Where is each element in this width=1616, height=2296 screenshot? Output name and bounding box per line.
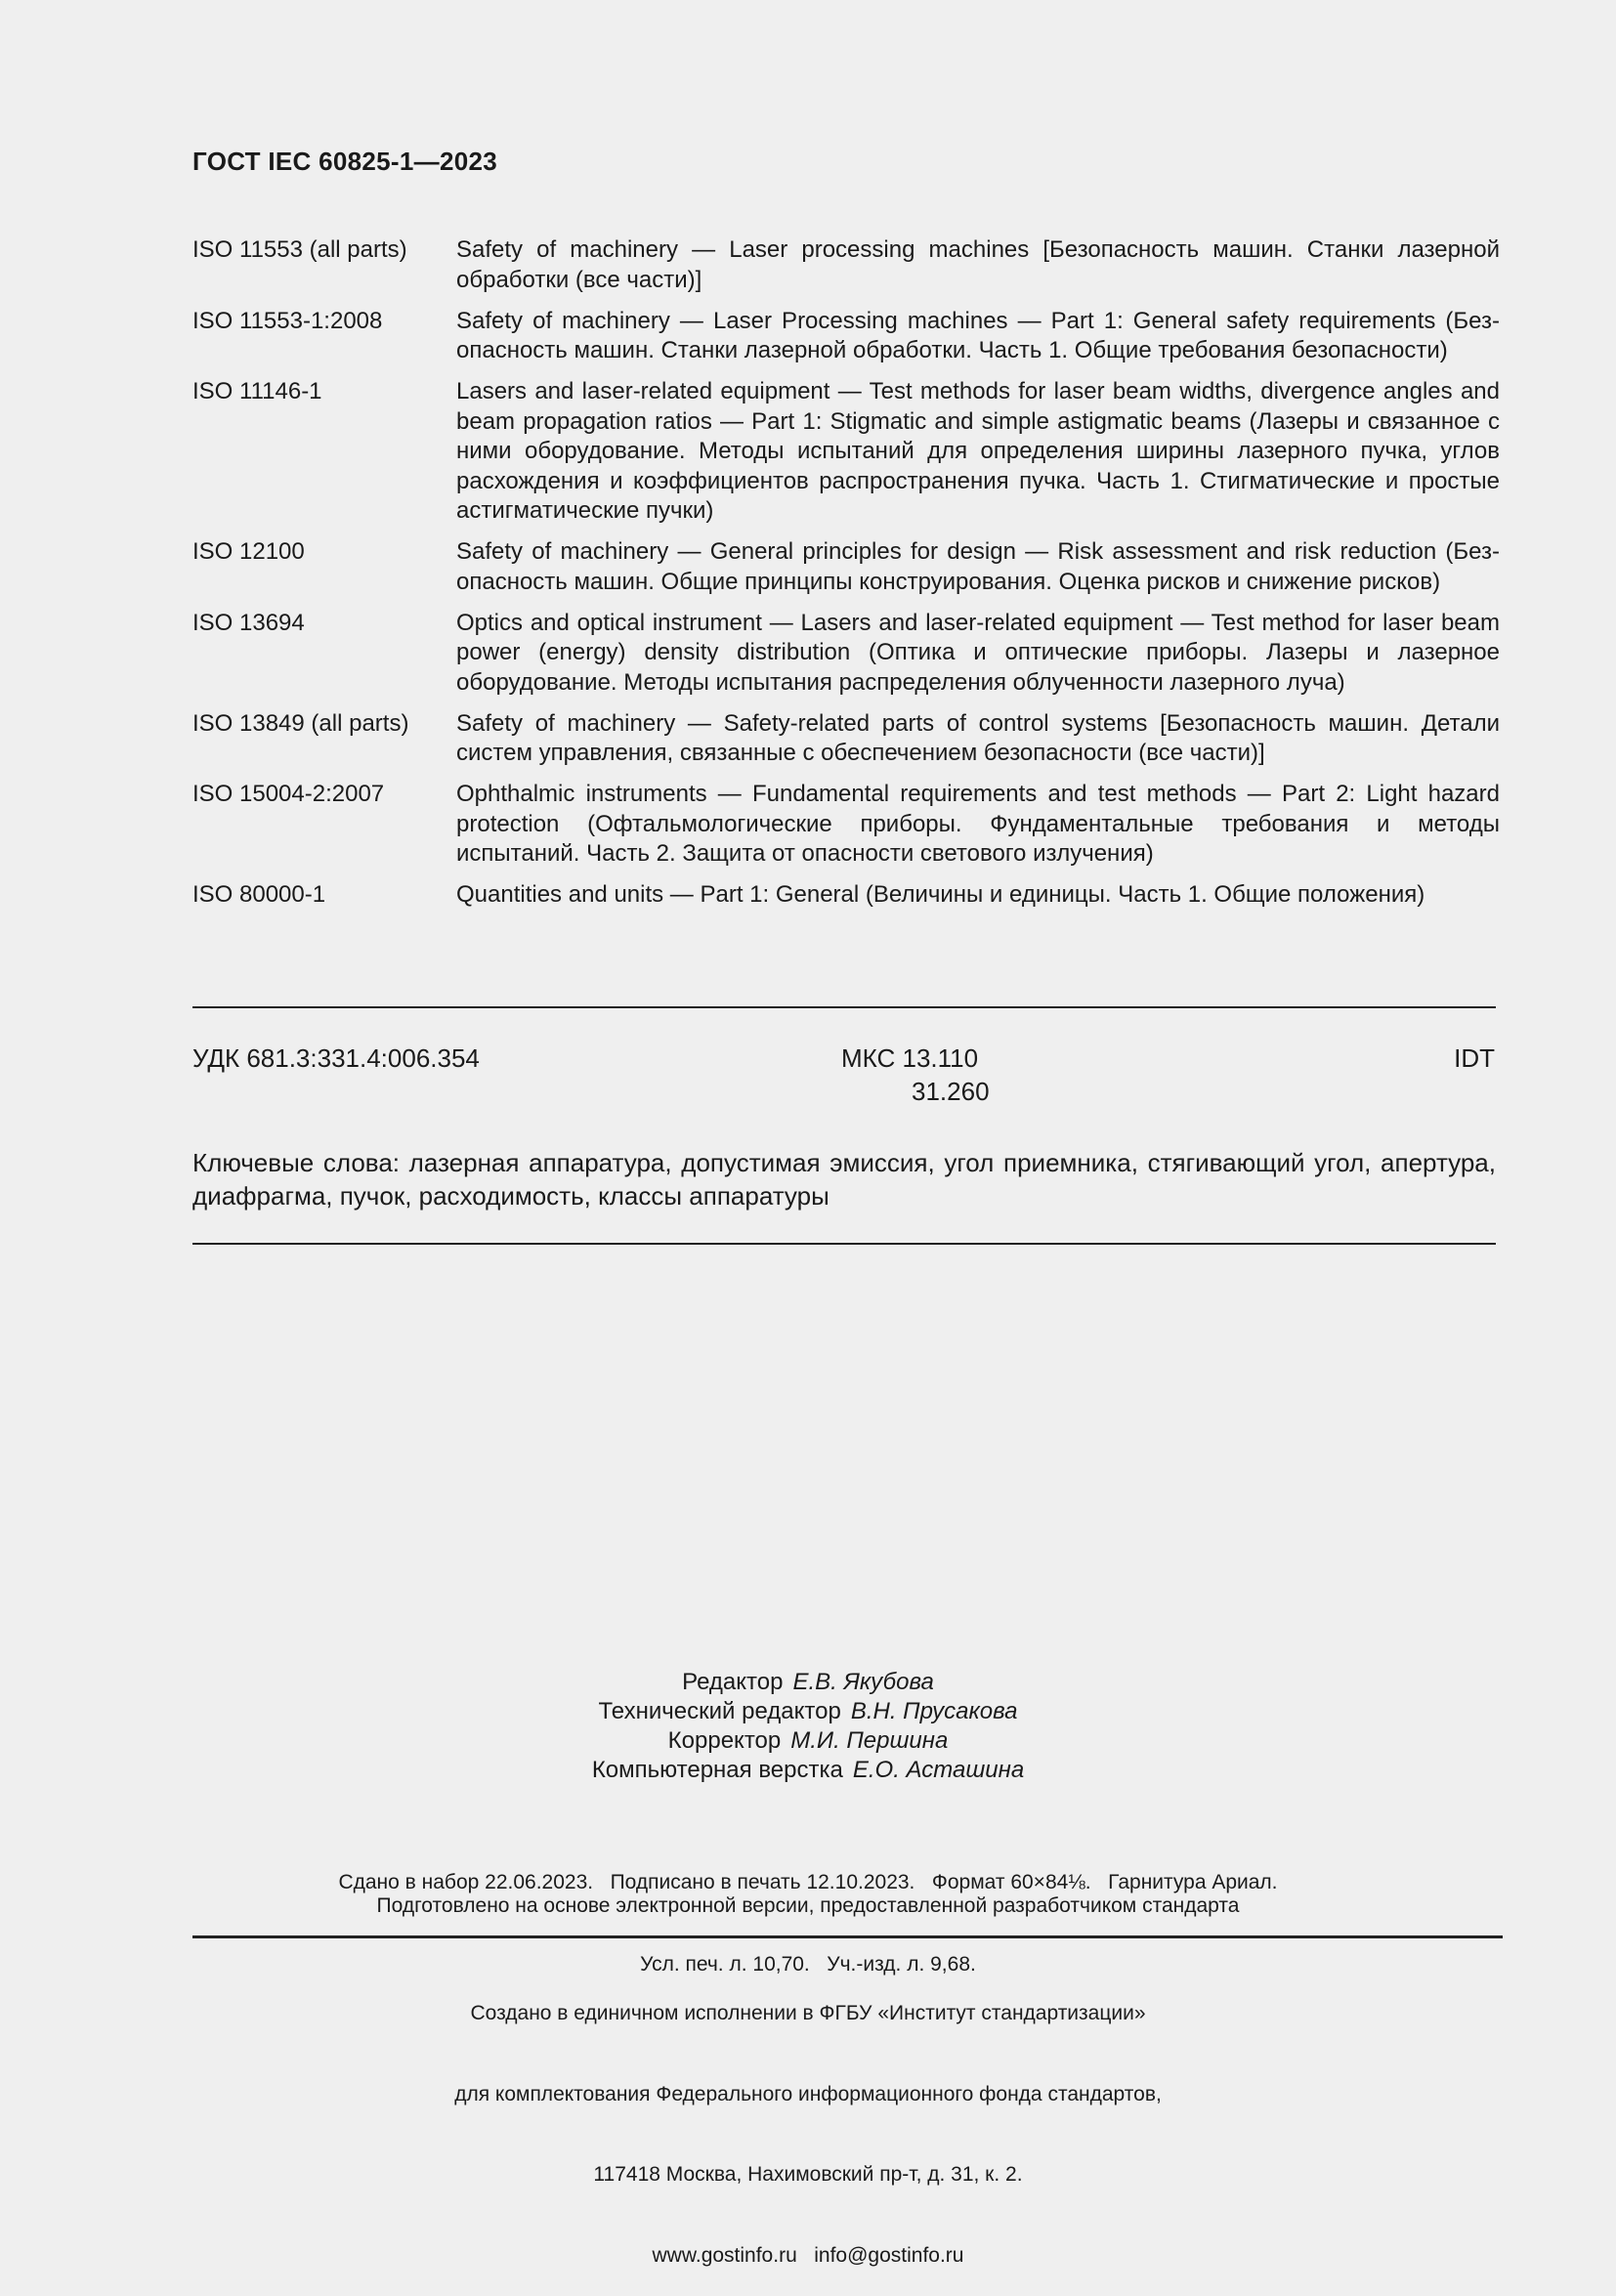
- credit-name: В.Н. Прусакова: [850, 1698, 1018, 1724]
- credit-line: [0, 1726, 1616, 1756]
- top-divider: [192, 1006, 1496, 1008]
- prepared-note: Подготовлено на основе электронной версии, предоставленной разработчиком стандарта: [376, 1894, 1240, 1917]
- reference-description: Safety of machinery — Laser processing machines [Безопасность машин. Станки лазерной обработки (все части)]: [456, 236, 1500, 293]
- reference-row: [192, 307, 1500, 366]
- publisher-line3: 117418 Москва, Нахимовский пр-т, д. 31, к. 2.: [593, 2163, 1023, 2186]
- mks-code-line2: 31.260: [912, 1077, 990, 1106]
- reference-code: ISO 11553-1:2008: [192, 307, 383, 334]
- reference-description: Safety of machinery — Safety-related parts of control systems [Безопасность машин. Детали систем управления, связанные с обеспечением безопасности (все части)]: [456, 709, 1500, 766]
- publisher-line2: для комплектования Федерального информационного фонда стандартов,: [454, 2082, 1162, 2105]
- reference-code: ISO 80000-1: [192, 881, 326, 908]
- credit-name: Е.О. Асташина: [852, 1757, 1025, 1783]
- udk-code: УДК 681.3:331.4:006.354: [192, 1043, 480, 1073]
- document-header: ГОСТ IEC 60825-1—2023: [192, 147, 497, 176]
- reference-code: ISO 13694: [192, 609, 305, 636]
- print-info-line1: Сдано в набор 22.06.2023. Подписано в печать 12.10.2023. Формат 60×84⅛. Гарнитура Ариал.: [338, 1871, 1278, 1893]
- reference-row: [192, 780, 1500, 870]
- normative-references-list: [192, 235, 1500, 921]
- publisher-line4: www.gostinfo.ru info@gostinfo.ru: [652, 2243, 964, 2267]
- credit-name: Е.В. Якубова: [792, 1669, 934, 1695]
- reference-description: Safety of machinery — Laser Processing machines — Part 1: General safety requirements (Безопасность машин. Станки лазерной обработки. Часть 1. Общие требования безопасности): [456, 307, 1500, 363]
- reference-row: [192, 609, 1500, 699]
- credits-block: [0, 1668, 1616, 1785]
- reference-code: ISO 11146-1: [192, 378, 322, 404]
- credit-line: [0, 1756, 1616, 1785]
- reference-description: Optics and optical instrument — Lasers and laser-related equipment — Test method for laser beam power (energy) density distribution (Оптика и оптические приборы. Лазеры и лазерное оборудование. Методы испытания распределения облученности лазерного луча): [456, 609, 1500, 696]
- keywords: Ключевые слова: лазерная аппаратура, допустимая эмиссия, угол приемника, стягивающий угол, апертура, диафрагма, пучок, расходимость, классы аппаратуры: [192, 1148, 1496, 1211]
- idt-label: IDT: [1454, 1043, 1495, 1073]
- mks-code: [841, 1042, 990, 1108]
- reference-code: ISO 12100: [192, 538, 305, 565]
- reference-description: Quantities and units — Part 1: General (Величины и единицы. Часть 1. Общие положения): [456, 881, 1425, 908]
- reference-row: [192, 235, 1500, 295]
- credit-name: М.И. Першина: [790, 1727, 949, 1754]
- credit-role: Технический редактор: [598, 1698, 841, 1724]
- reference-code: ISO 15004-2:2007: [192, 781, 385, 807]
- reference-description: Lasers and laser-related equipment — Test methods for laser beam widths, divergence angles and beam propagation ratios — Part 1: Stigmatic and simple astigmatic beams (Лазеры и связанное с ними оборудование. Методы испытаний для определения ширины лазерного пучка, углов расхождения и коэффициентов распространения пучка. Часть 1. Стигматические и простые астигматические пучки): [456, 378, 1500, 524]
- credit-role: Компьютерная верстка: [591, 1757, 843, 1783]
- mks-code-line1: МКС 13.110: [841, 1043, 979, 1073]
- credit-role: Редактор: [682, 1669, 784, 1695]
- credit-line: [0, 1668, 1616, 1697]
- bottom-divider: [192, 1243, 1496, 1245]
- reference-row: [192, 537, 1500, 597]
- print-info-line2: Усл. печ. л. 10,70. Уч.-изд. л. 9,68.: [640, 1953, 976, 1976]
- reference-row: [192, 880, 1500, 911]
- reference-code: ISO 13849 (all parts): [192, 709, 409, 737]
- reference-description: Ophthalmic instruments — Fundamental requirements and test methods — Part 2: Light hazard protection (Офтальмологические приборы. Фундаментальные требования и методы испытаний. Часть 2. Защита от опасности светового излучения): [456, 781, 1500, 867]
- credit-line: [0, 1697, 1616, 1726]
- reference-description: Safety of machinery — General principles for design — Risk assessment and risk reduction (Безопасность машин. Общие принципы конструирования. Оценка рисков и снижение рисков): [456, 538, 1500, 595]
- reference-row: [192, 709, 1500, 769]
- publisher-line1: Создано в единичном исполнении в ФГБУ «Институт стандартизации»: [470, 2002, 1146, 2024]
- publisher-divider: [192, 1935, 1503, 1938]
- credit-role: Корректор: [667, 1727, 782, 1754]
- reference-code: ISO 11553 (all parts): [192, 236, 407, 263]
- reference-row: [192, 377, 1500, 527]
- publisher-info: [0, 1946, 1616, 2296]
